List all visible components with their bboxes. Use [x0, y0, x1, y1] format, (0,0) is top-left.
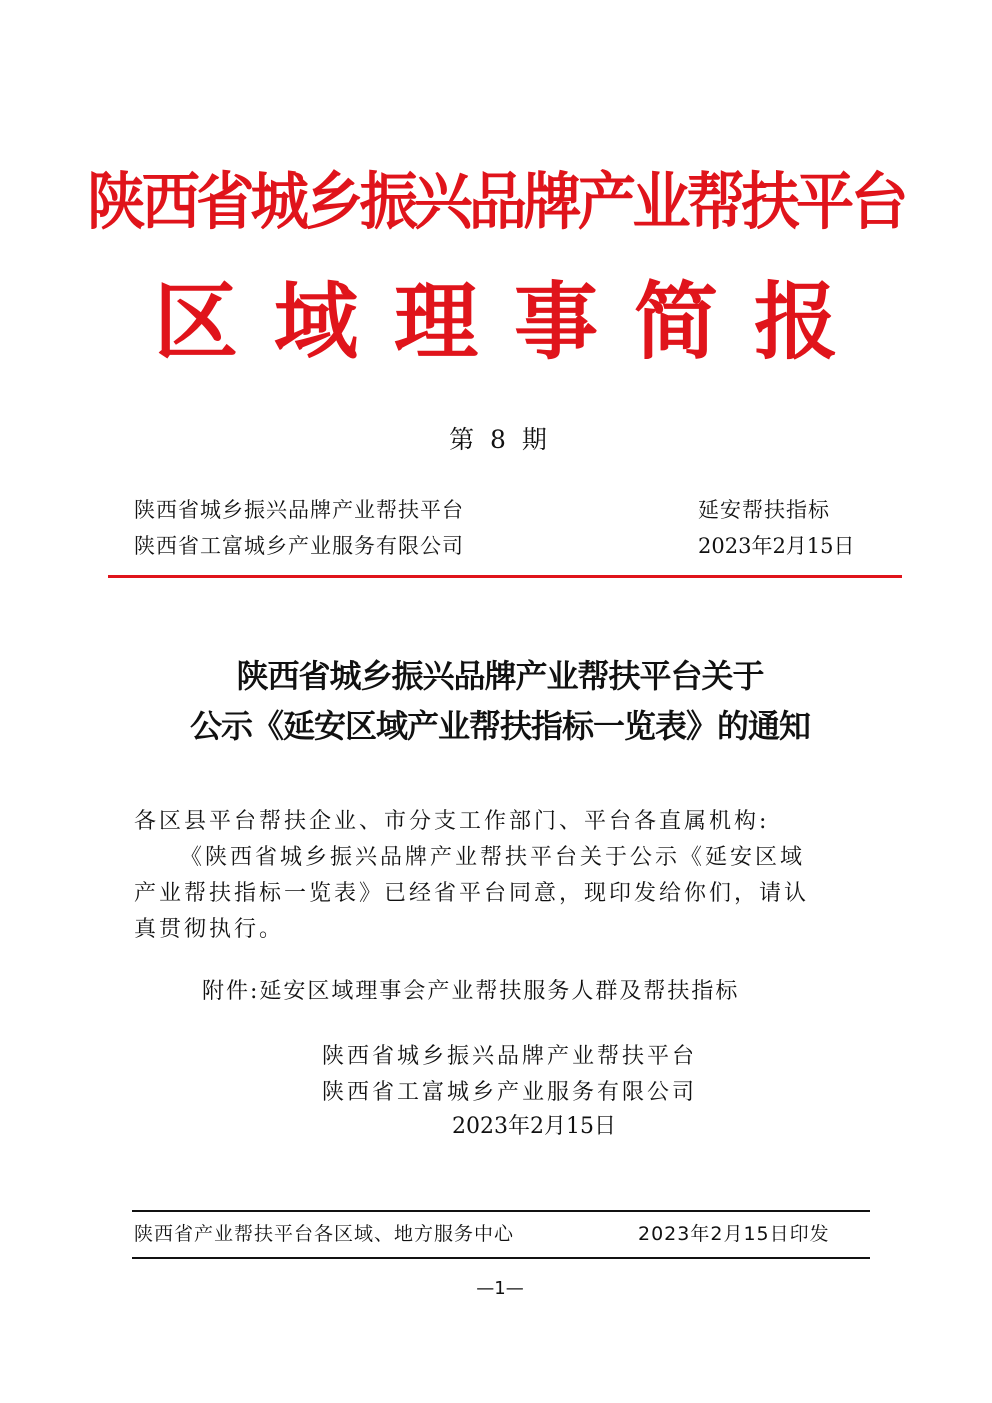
salutation: 各区县平台帮扶企业、市分支工作部门、平台各直属机构: [134, 809, 770, 834]
bulletin-title: 区域理事简报 [153, 273, 874, 371]
body-line-1: 《陕西省城乡振兴品牌产业帮扶平台关于公示《延安区域 [180, 845, 806, 870]
issued-date: 2023年2月15日印发 [638, 1223, 830, 1245]
bulletin-date: 2023年2月15日 [698, 534, 855, 558]
body-line-2: 产业帮扶指标一览表》已经省平台同意，现印发给你们，请认 [134, 881, 810, 906]
red-divider [108, 575, 902, 578]
notice-title-line-2: 公示《延安区域产业帮扶指标一览表》的通知 [189, 707, 810, 745]
footer-bottom-rule [132, 1257, 870, 1259]
issue-number: 第 8 期 [449, 425, 551, 454]
attachment-line: 附件:延安区域理事会产业帮扶服务人群及帮扶指标 [202, 979, 740, 1004]
bulletin-topic: 延安帮扶指标 [698, 498, 830, 522]
body-line-3: 真贯彻执行。 [134, 917, 285, 942]
signature-line-2: 陕西省工富城乡产业服务有限公司 [322, 1080, 698, 1105]
org-title: 陕西省城乡振兴品牌产业帮扶平台 [87, 165, 905, 238]
signature-line-1: 陕西省城乡振兴品牌产业帮扶平台 [322, 1044, 698, 1069]
distribution-scope: 陕西省产业帮扶平台各区域、地方服务中心 [134, 1223, 515, 1245]
page-number: —1— [476, 1278, 524, 1299]
footer-top-rule [132, 1210, 870, 1212]
notice-title-line-1: 陕西省城乡振兴品牌产业帮扶平台关于 [236, 657, 764, 695]
issuer-line-2: 陕西省工富城乡产业服务有限公司 [134, 534, 464, 558]
signature-date: 2023年2月15日 [452, 1114, 616, 1139]
issuer-line-1: 陕西省城乡振兴品牌产业帮扶平台 [134, 498, 464, 522]
